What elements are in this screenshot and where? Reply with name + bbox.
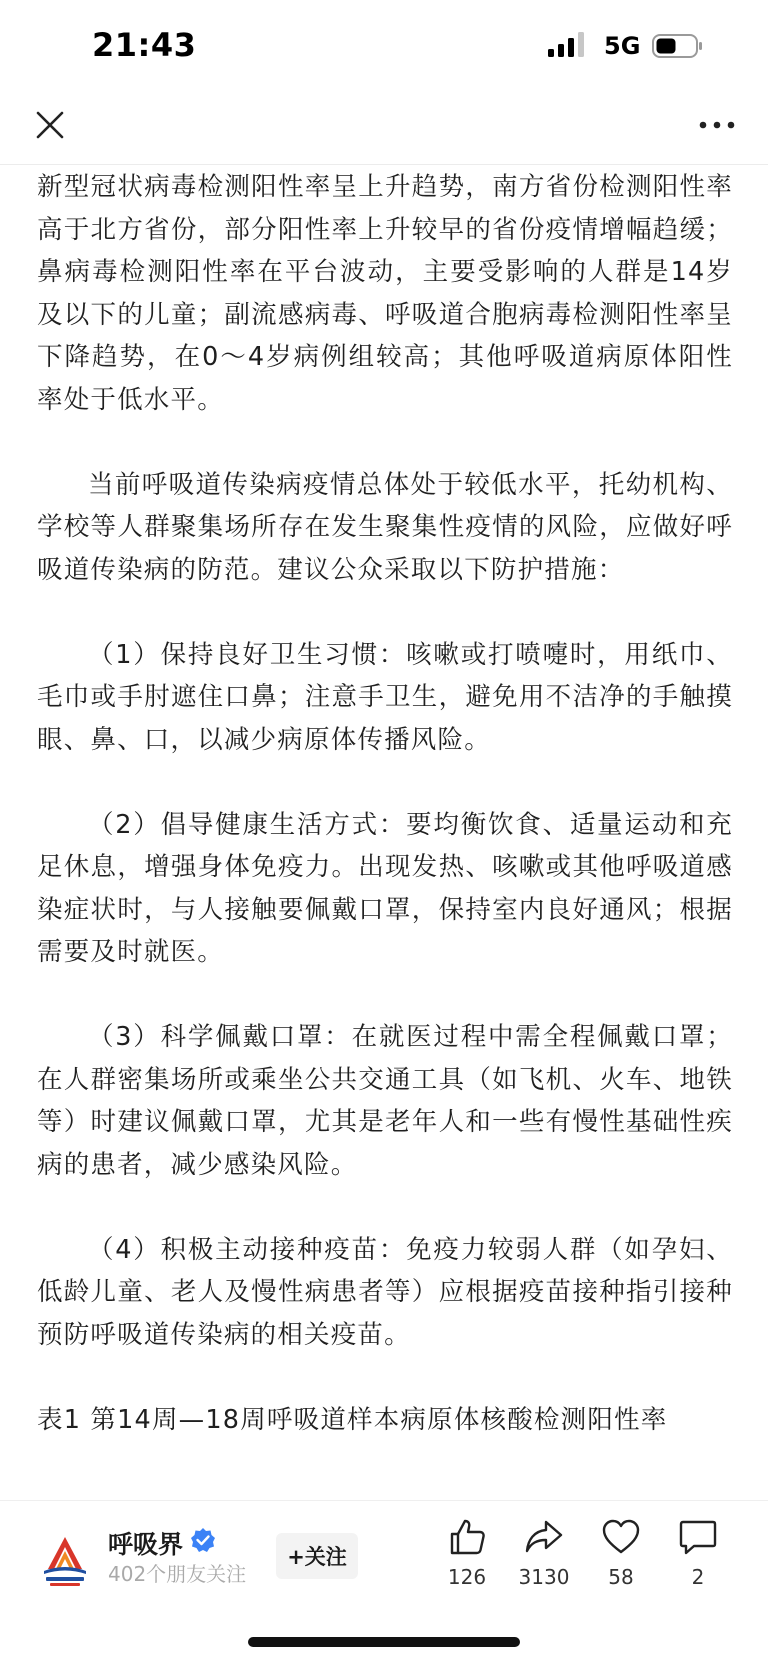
close-icon (35, 110, 65, 140)
like-button[interactable] (432, 1517, 502, 1589)
comment-count: 2 (691, 1565, 705, 1589)
verified-icon (190, 1527, 216, 1553)
close-button[interactable] (30, 105, 70, 145)
follow-button[interactable]: +关注 (276, 1533, 358, 1579)
comment-icon (678, 1517, 718, 1557)
like-count: 126 (447, 1565, 487, 1589)
share-button[interactable] (509, 1517, 579, 1589)
comment-button[interactable] (663, 1517, 733, 1589)
measure-lifestyle: （2）倡导健康生活方式：要均衡饮食、适量运动和充足休息，增强身体免疫力。出现发热、咳嗽或其他呼吸道感染症状时，与人接触要佩戴口罩，保持室内良好通风；根据需要及时就医。 (37, 809, 733, 967)
article-paragraph: 当前呼吸道传染病疫情总体处于较低水平，托幼机构、学校等人群聚集场所存在发生聚集性疫情的风险，应做好呼吸道传染病的防范。建议公众采取以下防护措施： (37, 469, 733, 585)
share-count: 3130 (518, 1565, 570, 1589)
status-bar (0, 0, 768, 95)
favorite-button[interactable] (586, 1517, 656, 1589)
heart-icon (601, 1517, 641, 1557)
status-time: 21:43 (92, 26, 197, 64)
account-avatar[interactable] (40, 1533, 90, 1589)
signal-icon (548, 32, 588, 58)
account-name[interactable]: 呼吸界 (108, 1530, 184, 1559)
battery-icon (652, 33, 704, 59)
measure-vaccination: （4）积极主动接种疫苗：免疫力较弱人群（如孕妇、低龄儿童、老人及慢性病患者等）应根据疫苗接种指引接种预防呼吸道传染病的相关疫苗。 (37, 1234, 733, 1350)
thumbs-up-icon (447, 1517, 487, 1557)
favorite-count: 58 (608, 1565, 634, 1589)
more-options-button[interactable] (692, 105, 742, 145)
article-body (37, 166, 733, 1498)
more-icon (699, 121, 735, 129)
measure-hygiene: （1）保持良好卫生习惯：咳嗽或打喷嚏时，用纸巾、毛巾或手肘遮住口鼻；注意手卫生，避免用不洁净的手触摸眼、鼻、口，以减少病原体传播风险。 (37, 639, 733, 755)
followers-count: 402个朋友关注 (108, 1562, 247, 1586)
share-icon (524, 1517, 564, 1557)
network-type: 5G (604, 32, 641, 60)
nav-bar (0, 95, 768, 165)
table-caption: 表1 第14周—18周呼吸道样本病原体核酸检测阳性率 (37, 1404, 668, 1435)
article-paragraph: 新型冠状病毒检测阳性率呈上升趋势，南方省份检测阳性率高于北方省份，部分阳性率上升较早的省份疫情增幅趋缓；鼻病毒检测阳性率在平台波动，主要受影响的人群是14岁及以下的儿童；副流感病毒、呼吸道合胞病毒检测阳性率呈下降趋势，在0～4岁病例组较高；其他呼吸道病原体阳性率处于低水平。 (37, 172, 733, 415)
home-indicator[interactable] (248, 1637, 520, 1647)
measure-masks: （3）科学佩戴口罩：在就医过程中需全程佩戴口罩；在人群密集场所或乘坐公共交通工具（如飞机、火车、地铁等）时建议佩戴口罩，尤其是老年人和一些有慢性基础性疾病的患者，减少感染风险。 (37, 1022, 733, 1180)
